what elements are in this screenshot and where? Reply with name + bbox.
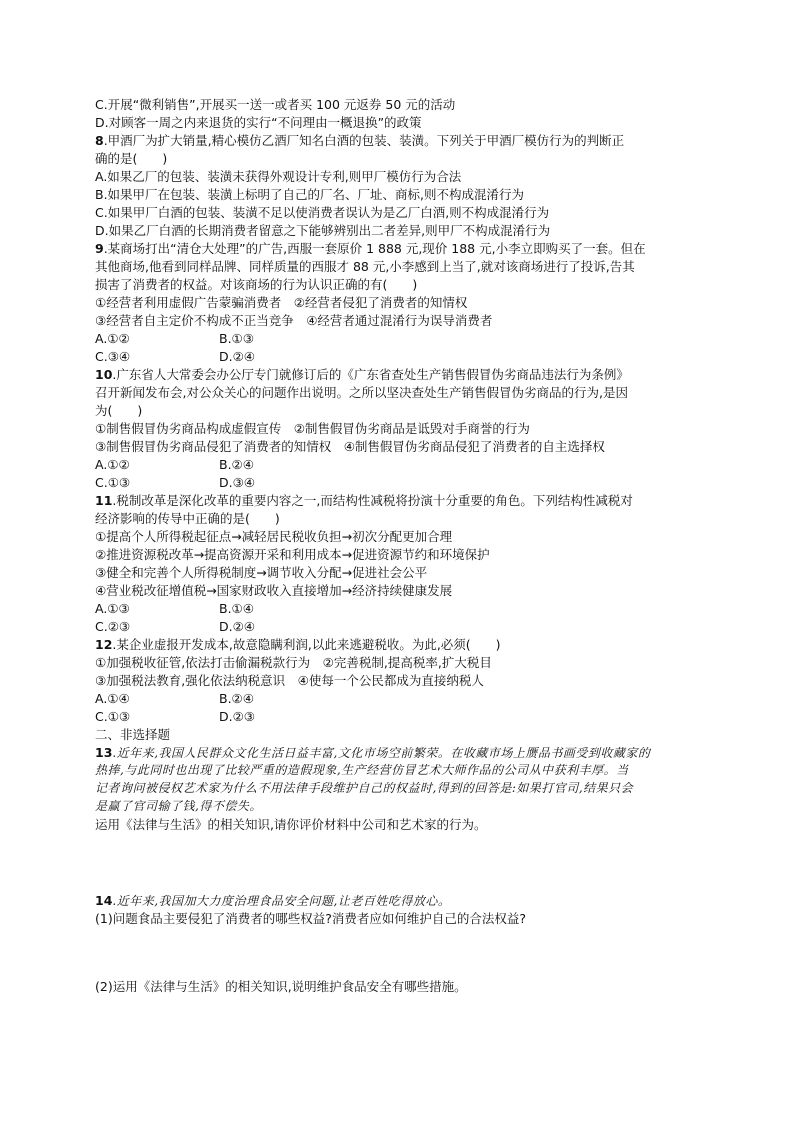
q12-statements-2: ③加强税法教育,强化依法纳税意识 ④使每一个公民都成为直接纳税人 — [95, 673, 484, 688]
q10-stem-cont-1: 召开新闻发布会,对公众关心的问题作出说明。之所以坚决查处生产销售假冒伪劣商品的行为,是因 — [95, 385, 628, 400]
q9-option-a[interactable]: A.①② — [95, 331, 130, 346]
question-content — [95, 96, 705, 996]
question-12 — [95, 636, 705, 726]
q9-stem: .某商场打出“清仓大处理”的广告,西服一套原价 1 888 元,现价 188 元,小李立即购买了一套。但在 — [103, 241, 646, 256]
q12-statements-1: ①加强税收征管,依法打击偷漏税款行为 ②完善税制,提高税率,扩大税目 — [95, 655, 492, 670]
q10-statements-2: ③制售假冒伪劣商品侵犯了消费者的知情权 ④制售假冒伪劣商品侵犯了消费者的自主选择权 — [95, 439, 605, 454]
q13-answer-space[interactable] — [95, 834, 705, 892]
q8-option-d[interactable]: D.如果乙厂白酒的长期消费者留意之下能够辨别出二者差异,则甲厂不构成混淆行为 — [95, 223, 551, 238]
q12-option-d[interactable]: D.②③ — [219, 709, 256, 724]
q12-option-b[interactable]: B.②④ — [219, 691, 254, 706]
q10-option-a[interactable]: A.①② — [95, 457, 130, 472]
q13-material-1: .近年来,我国人民群众文化生活日益丰富,文化市场空前繁荣。在收藏市场上赝品书画受到收藏家的 — [112, 746, 651, 760]
q9-statements-1: ①经营者利用虚假广告蒙骗消费者 ②经营者侵犯了消费者的知情权 — [95, 295, 468, 310]
q11-option-b[interactable]: B.①④ — [219, 601, 254, 616]
q11-statement-4: ④营业税改征增值税→国家财政收入直接增加→经济持续健康发展 — [95, 583, 453, 598]
q8-stem-cont: 确的是( ) — [95, 151, 168, 166]
q13-material-3: 记者询问被侵权艺术家为什么不用法律手段维护自己的权益时,得到的回答是:如果打官司,结果只会 — [95, 781, 634, 795]
q7-option-d: D.对顾客一周之内来退货的实行“不问理由一概退换”的政策 — [95, 115, 422, 130]
q9-stem-cont-2: 损害了消费者的权益。对该商场的行为认识正确的有( ) — [95, 277, 418, 292]
question-10 — [95, 366, 705, 492]
q11-option-a[interactable]: A.①③ — [95, 601, 130, 616]
q12-option-c[interactable]: C.①③ — [95, 709, 131, 724]
q13-material-2: 热捧,与此同时也出现了比较严重的造假现象,生产经营仿冒艺术大师作品的公司从中获利丰厚。当 — [95, 763, 629, 777]
q10-stem-cont-2: 为( ) — [95, 403, 143, 418]
question-11 — [95, 492, 705, 636]
q14-question-1: (1)问题食品主要侵犯了消费者的哪些权益?消费者应如何维护自己的合法权益? — [95, 911, 526, 926]
q9-option-d[interactable]: D.②④ — [219, 349, 256, 364]
q14-question-2: (2)运用《法律与生活》的相关知识,说明维护食品安全有哪些措施。 — [95, 979, 467, 994]
q7-option-c: C.开展“微利销售”,开展买一送一或者买 100 元返券 50 元的活动 — [95, 97, 456, 112]
q9-statements-2: ③经营者自主定价不构成不正当竞争 ④经营者通过混淆行为误导消费者 — [95, 313, 493, 328]
q11-stem: .税制改革是深化改革的重要内容之一,而结构性减税将扮演十分重要的角色。下列结构性减税对 — [112, 493, 633, 508]
q9-option-b[interactable]: B.①③ — [219, 331, 254, 346]
q10-option-b[interactable]: B.②④ — [219, 457, 254, 472]
q9-number: 9 — [95, 241, 104, 256]
section-heading-non-choice: 二、非选择题 — [95, 727, 171, 742]
q11-stem-cont: 经济影响的传导中正确的是( ) — [95, 511, 280, 526]
q10-statements-1: ①制售假冒伪劣商品构成虚假宣传 ②制售假冒伪劣商品是诋毁对手商誉的行为 — [95, 421, 530, 436]
q11-statement-1: ①提高个人所得税起征点→减轻居民税收负担→初次分配更加合理 — [95, 529, 453, 544]
q12-option-a[interactable]: A.①④ — [95, 691, 130, 706]
q13-question: 运用《法律与生活》的相关知识,请你评价材料中公司和艺术家的行为。 — [95, 817, 487, 832]
q11-option-c[interactable]: C.②③ — [95, 619, 131, 634]
question-13 — [95, 744, 705, 892]
q11-statement-3: ③健全和完善个人所得税制度→调节收入分配→促进社会公平 — [95, 565, 428, 580]
q8-option-c[interactable]: C.如果甲厂白酒的包装、装潢不足以使消费者误认为是乙厂白酒,则不构成混淆行为 — [95, 205, 550, 220]
q10-stem: .广东省人大常委会办公厅专门就修订后的《广东省查处生产销售假冒伪劣商品违法行为条例》 — [112, 367, 629, 382]
q12-number: 12 — [95, 637, 113, 652]
q11-number: 11 — [95, 493, 113, 508]
q14-material: .近年来,我国加大力度治理食品安全问题,让老百姓吃得放心。 — [112, 894, 451, 908]
q14-answer-space-1[interactable] — [95, 928, 705, 978]
question-8 — [95, 132, 705, 240]
q14-number: 14 — [95, 893, 113, 908]
q9-option-c[interactable]: C.③④ — [95, 349, 131, 364]
q10-number: 10 — [95, 367, 113, 382]
q11-statement-2: ②推进资源税改革→提高资源开采和利用成本→促进资源节约和环境保护 — [95, 547, 490, 562]
q13-number: 13 — [95, 745, 113, 760]
q8-stem: .甲酒厂为扩大销量,精心模仿乙酒厂知名白酒的包装、装潢。下列关于甲酒厂模仿行为的判断正 — [103, 133, 625, 148]
q8-number: 8 — [95, 133, 104, 148]
q8-option-b[interactable]: B.如果甲厂在包装、装潢上标明了自己的厂名、厂址、商标,则不构成混淆行为 — [95, 187, 525, 202]
q13-material-4: 是赢了官司输了钱,得不偿失。 — [95, 799, 262, 813]
q8-option-a[interactable]: A.如果乙厂的包装、装潢未获得外观设计专利,则甲厂模仿行为合法 — [95, 169, 462, 184]
q11-option-d[interactable]: D.②④ — [219, 619, 256, 634]
q10-option-d[interactable]: D.③④ — [219, 475, 256, 490]
question-14 — [95, 892, 705, 996]
q10-option-c[interactable]: C.①③ — [95, 475, 131, 490]
question-9 — [95, 240, 705, 366]
q9-stem-cont-1: 其他商场,他看到同样品牌、同样质量的西服才 88 元,小李感到上当了,就对该商场进行了投诉,告其 — [95, 259, 635, 274]
q12-stem: .某企业虚报开发成本,故意隐瞒利润,以此来逃避税收。为此,必须( ) — [112, 637, 501, 652]
